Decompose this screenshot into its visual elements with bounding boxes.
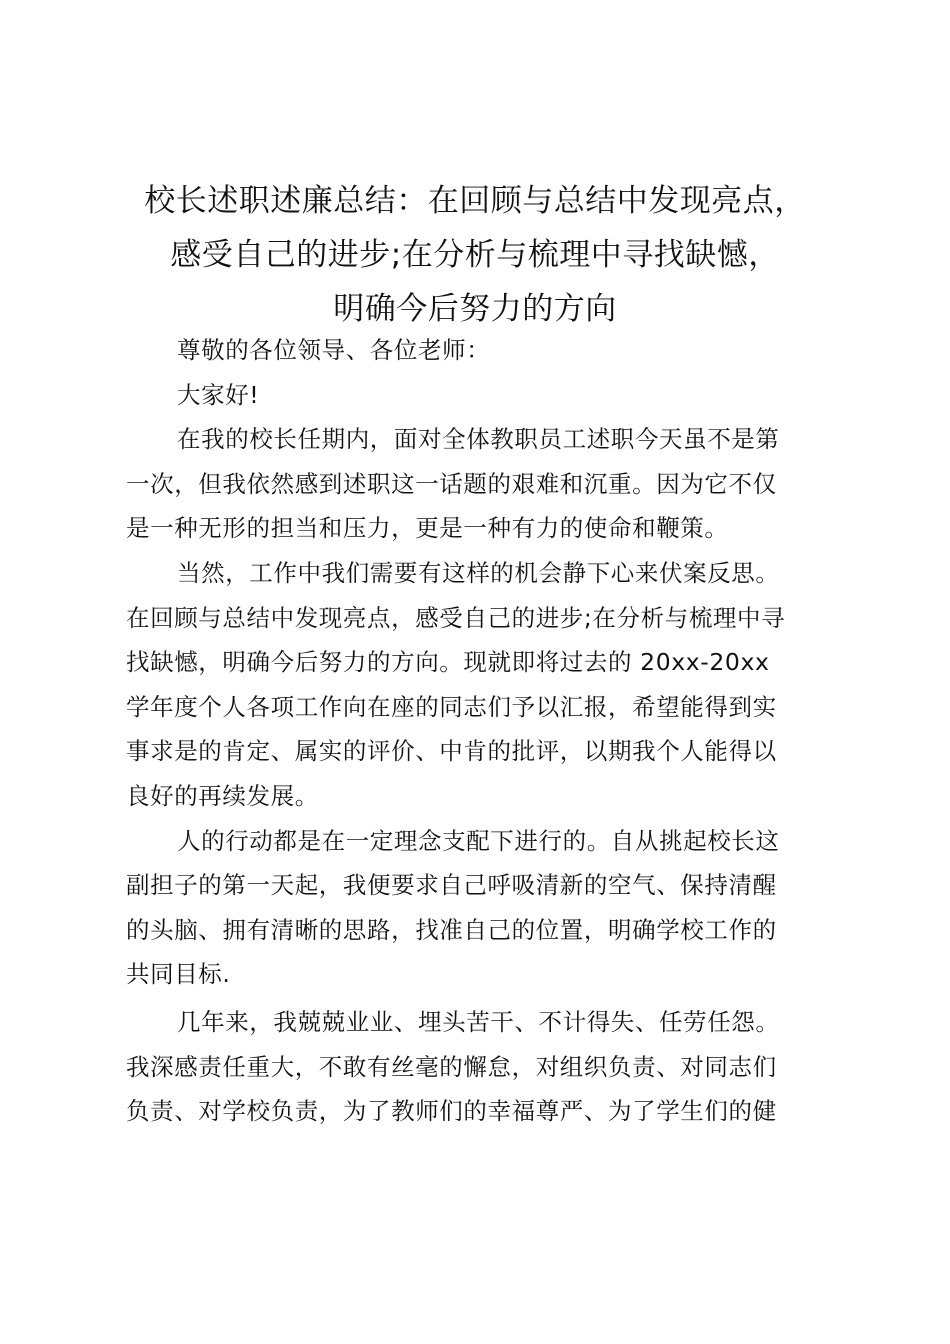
paragraph-4 [126, 1000, 834, 1134]
hello-line: 大家好! [177, 380, 260, 409]
greeting-line: 尊敬的各位领导、各位老师： [177, 336, 491, 364]
paragraph-line: 良好的再续发展。 [126, 781, 319, 810]
paragraph-2 [126, 551, 834, 819]
paragraph-line: 人的行动都是在一定理念支配下进行的。自从挑起校长这 [177, 826, 780, 855]
document-title [100, 174, 850, 336]
paragraph-line: 几年来，我兢兢业业、埋头苦干、不计得失、任劳任怨。 [177, 1007, 780, 1036]
title-line: 校长述职述廉总结：在回顾与总结中发现亮点， [144, 183, 806, 219]
paragraph-line: 负责、对学校负责，为了教师们的幸福尊严、为了学生们的健 [126, 1097, 777, 1126]
paragraph-line: 事求是的肯定、属实的评价、中肯的批评，以期我个人能得以 [126, 737, 777, 766]
paragraph-line: 的头脑、拥有清晰的思路，找准自己的位置，明确学校工作的 [126, 915, 777, 944]
paragraph-line: 副担子的第一天起，我便要求自己呼吸清新的空气、保持清醒 [126, 871, 777, 900]
paragraph-line: 在我的校长任期内，面对全体教职员工述职今天虽不是第 [177, 425, 780, 454]
paragraph-line: 学年度个人各项工作向在座的同志们予以汇报，希望能得到实 [126, 692, 777, 721]
paragraph-line: 是一种无形的担当和压力，更是一种有力的使命和鞭策。 [126, 514, 729, 543]
paragraph-1 [126, 417, 834, 551]
paragraph-line: 共同目标. [126, 960, 231, 989]
paragraph-3 [126, 819, 834, 997]
title-line: 明确今后努力的方向 [333, 291, 617, 327]
paragraph-line: 当然，工作中我们需要有这样的机会静下心来伏案反思。 [177, 558, 780, 587]
paragraph-line: 我深感责任重大，不敢有丝毫的懈怠，对组织负责、对同志们 [126, 1052, 777, 1081]
paragraph-line: 一次，但我依然感到述职这一话题的艰难和沉重。因为它不仅 [126, 469, 777, 498]
document-body [126, 328, 834, 1134]
paragraph-line: 找缺憾，明确今后努力的方向。现就即将过去的 20xx-20xx [126, 648, 770, 677]
title-line: 感受自己的进步;在分析与梳理中寻找缺憾， [170, 237, 780, 273]
paragraph-line: 在回顾与总结中发现亮点，感受自己的进步;在分析与梳理中寻 [126, 603, 786, 632]
